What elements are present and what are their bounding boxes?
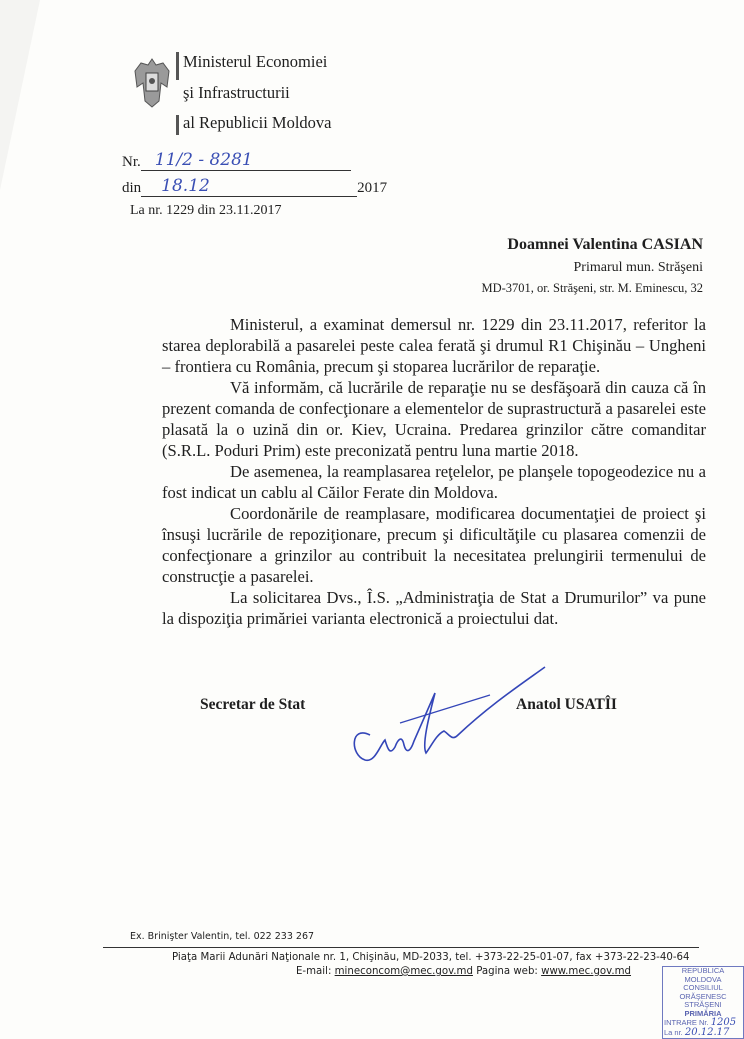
- addressee-address: MD-3701, or. Străşeni, str. M. Eminescu, 32: [481, 281, 703, 295]
- web-label: Pagina web:: [476, 966, 538, 977]
- email-link[interactable]: mineconcom@mec.gov.md: [334, 966, 473, 977]
- nr-label: Nr.: [122, 154, 141, 170]
- signatory-position: Secretar de Stat: [200, 696, 306, 713]
- stamp-line: PRIMĂRIA: [684, 1008, 722, 1018]
- email-label: E-mail:: [296, 966, 332, 977]
- footer-contacts: [296, 966, 631, 977]
- stamp-intrare-value: 1205: [710, 1017, 737, 1028]
- paragraph: Coordonările de reamplasare, modificarea documentaţiei de proiect şi însuşi lucrările de repoziţionare, precum şi dificultăţile cu plasarea comenzii de confecţionare a grinzilor au contribuit la necesitatea prelungirii termenului de construcţie a pasarelei.: [162, 504, 706, 586]
- footer-address: Piaţa Marii Adunări Naţionale nr. 1, Chişinău, MD-2033, tel. +373-22-25-01-07, fax +373-22-23-40-64: [172, 952, 690, 963]
- nr-value: 11/2 - 8281: [141, 150, 351, 171]
- reference-date: [122, 176, 387, 197]
- stamp-intrare-label: INTRARE Nr.: [664, 1018, 709, 1027]
- handwritten-signature: [340, 665, 550, 775]
- ministry-name-line3: al Republicii Moldova: [183, 113, 332, 132]
- din-label: din: [122, 180, 142, 196]
- la-nr: La nr. 1229 din 23.11.2017: [130, 203, 282, 218]
- stamp-date-label: La nr.: [664, 1028, 683, 1037]
- addressee-name: Doamnei Valentina CASIAN: [507, 236, 703, 253]
- executor-info: Ex. Brinişter Valentin, tel. 022 233 267: [130, 931, 315, 942]
- signatory-name: Anatol USATÎI: [516, 696, 617, 713]
- din-value: 18.12: [141, 176, 357, 197]
- folded-corner: [0, 0, 40, 190]
- paragraph: Vă informăm, că lucrările de reparaţie nu se desfăşoară din cauza că în prezent comanda de confecţionare a elementelor de suprastructură a pasarelei este plasată la o uzină din or. Kiev, Ucraina. Predarea grinzilor către comanditar (S.R.L. Poduri Prim) este preconizată pentru luna martie 2018.: [162, 378, 706, 460]
- header-bar: [176, 115, 179, 135]
- reference-number: [122, 150, 351, 171]
- coat-of-arms-icon: [133, 57, 171, 109]
- paragraph: De asemenea, la reamplasarea reţelelor, pe planşele topogeodezice nu a fost indicat un cablu al Căilor Ferate din Moldova.: [162, 462, 706, 502]
- web-link[interactable]: www.mec.gov.md: [541, 966, 632, 977]
- paragraph: La solicitarea Dvs., Î.S. „Administraţia de Stat a Drumurilor” va pune la dispoziţia primăriei varianta electronică a proiectului dat.: [162, 588, 706, 628]
- addressee-title: Primarul mun. Străşeni: [573, 260, 703, 275]
- registration-stamp: [662, 966, 744, 1039]
- stamp-line: REPUBLICA MOLDOVA: [681, 966, 725, 984]
- stamp-date-value: 20.12.17: [684, 1027, 730, 1038]
- ministry-name-line2: şi Infrastructurii: [183, 83, 290, 102]
- stamp-line: CONSILIUL ORĂŞENESC STRĂŞENI: [679, 983, 727, 1009]
- ministry-name-line1: Ministerul Economiei: [183, 52, 328, 71]
- year: 2017: [357, 180, 388, 196]
- paragraph: Ministerul, a examinat demersul nr. 1229 din 23.11.2017, referitor la starea deplorabilă a pasarelei peste calea ferată şi drumul R1 Chişinău – Ungheni – frontiera cu România, precum şi stoparea lucrărilor de reparaţie.: [162, 315, 706, 376]
- header-bar: [176, 52, 179, 80]
- footer-divider: [103, 947, 699, 948]
- letter-body: [162, 314, 706, 629]
